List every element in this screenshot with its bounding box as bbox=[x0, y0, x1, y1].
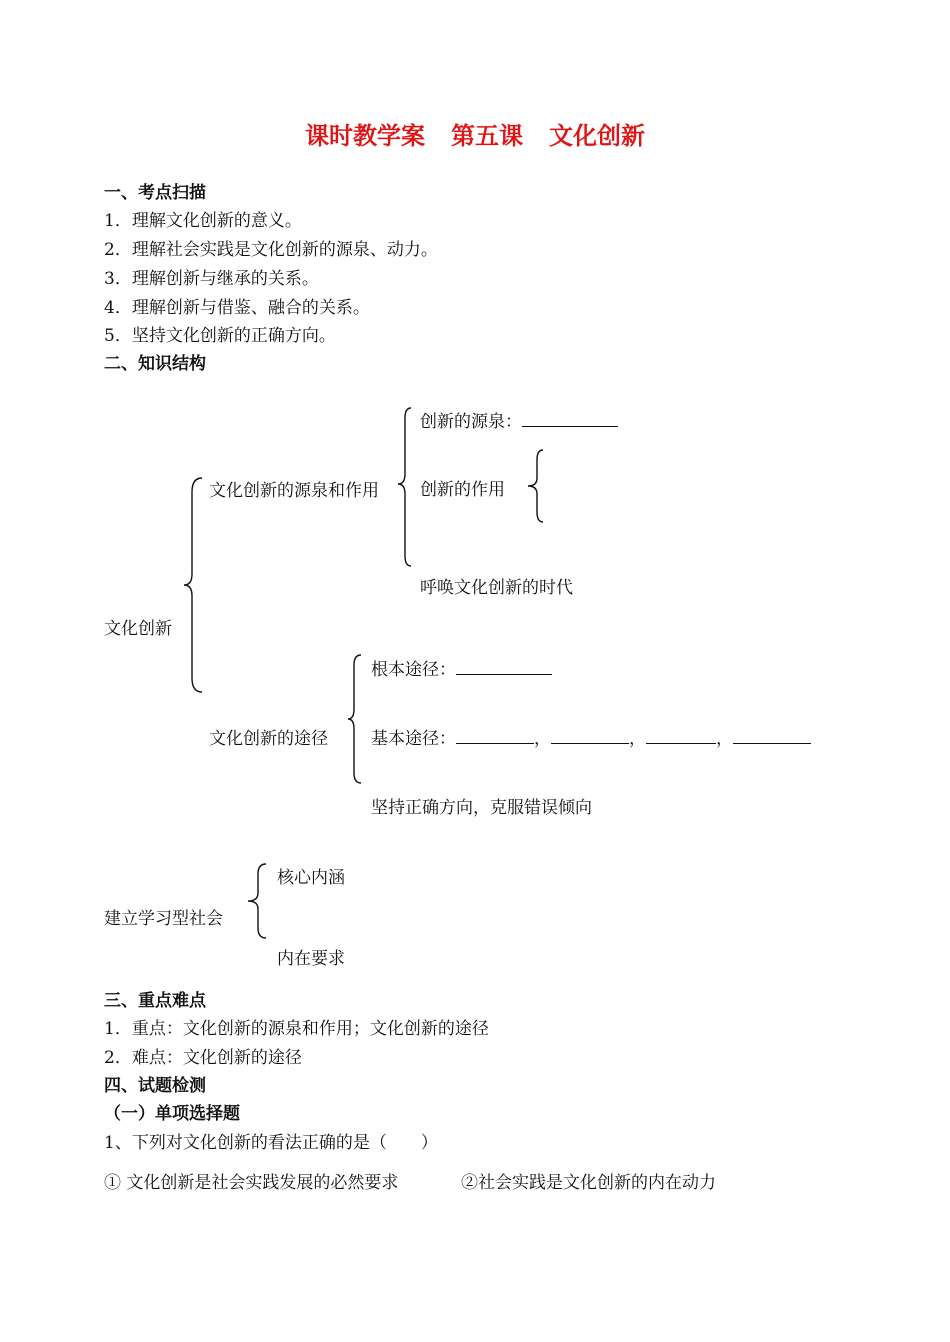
source-label: 创新的源泉： bbox=[420, 407, 618, 432]
question-1-option-1: ① 文化创新是社会实践发展的必然要求 bbox=[104, 1173, 399, 1193]
basic-path: 基本途径： ， ， ， bbox=[371, 724, 811, 749]
brace-root bbox=[184, 478, 204, 692]
subsection-single-choice: （一）单项选择题 bbox=[104, 1104, 240, 1124]
question-1: 1、下列对文化创新的看法正确的是（ ） bbox=[104, 1133, 438, 1153]
society-requirement: 内在要求 bbox=[277, 949, 345, 969]
key-point-item: 2．理解社会实践是文化创新的源泉、动力。 bbox=[104, 240, 438, 260]
brace-role bbox=[528, 450, 544, 522]
society-label: 建立学习型社会 bbox=[104, 909, 223, 929]
direction-label: 坚持正确方向，克服错误倾向 bbox=[371, 798, 592, 818]
section-heading-focus: 三、重点难点 bbox=[104, 991, 206, 1011]
society-core: 核心内涵 bbox=[277, 868, 345, 888]
basic-blank-2[interactable] bbox=[551, 742, 629, 744]
basic-blank-1[interactable] bbox=[456, 742, 534, 744]
basic-blank-4[interactable] bbox=[733, 742, 811, 744]
brace-branch1 bbox=[398, 408, 412, 566]
branch-paths: 文化创新的途径 bbox=[209, 729, 328, 749]
section-heading-test: 四、试题检测 bbox=[104, 1076, 206, 1096]
fundamental-blank[interactable] bbox=[456, 673, 552, 675]
era-label: 呼唤文化创新的时代 bbox=[420, 578, 573, 598]
focus-item: 1．重点：文化创新的源泉和作用；文化创新的途径 bbox=[104, 1019, 489, 1039]
source-blank[interactable] bbox=[522, 425, 618, 427]
title-part-1: 课时教学案 bbox=[305, 122, 425, 150]
key-point-item: 4．理解创新与借鉴、融合的关系。 bbox=[104, 298, 370, 318]
key-point-item: 1．理解文化创新的意义。 bbox=[104, 211, 302, 231]
branch-source-role: 文化创新的源泉和作用 bbox=[209, 481, 379, 501]
brace-society bbox=[248, 864, 268, 938]
title-part-3: 文化创新 bbox=[549, 122, 645, 150]
page-title bbox=[0, 116, 950, 151]
question-1-option-2: ②社会实践是文化创新的内在动力 bbox=[461, 1173, 716, 1193]
structure-root: 文化创新 bbox=[104, 619, 172, 639]
focus-item: 2．难点：文化创新的途径 bbox=[104, 1048, 302, 1068]
basic-blank-3[interactable] bbox=[646, 742, 716, 744]
role-label: 创新的作用 bbox=[420, 480, 505, 500]
key-point-item: 3．理解创新与继承的关系。 bbox=[104, 269, 319, 289]
title-part-2: 第五课 bbox=[451, 122, 523, 150]
fundamental-path: 根本途径： bbox=[371, 655, 552, 680]
brace-branch2 bbox=[348, 655, 362, 783]
section-heading-key-points: 一、考点扫描 bbox=[104, 183, 206, 203]
key-point-item: 5．坚持文化创新的正确方向。 bbox=[104, 326, 336, 346]
section-heading-structure: 二、知识结构 bbox=[104, 354, 206, 374]
